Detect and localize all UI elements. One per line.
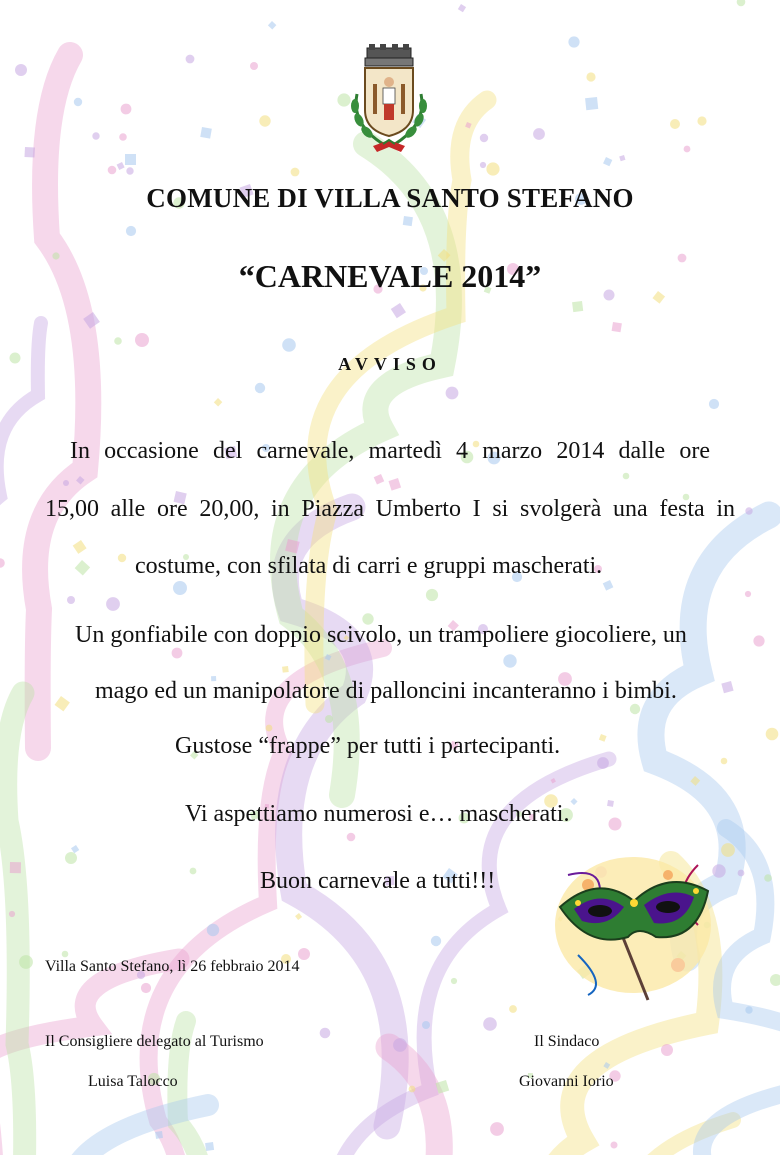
body-line-4: Un gonfiabile con doppio scivolo, un trampoliere giocoliere, un (75, 622, 687, 648)
body-line-7: Vi aspettiamo numerosi e… mascherati. (185, 801, 570, 827)
body-line-2: 15,00 alle ore 20,00, in Piazza Umberto I si svolgerà una festa in (45, 496, 735, 522)
event-title: “CARNEVALE 2014” (238, 258, 542, 294)
right-signatory-name: Giovanni Iorio (519, 1073, 614, 1090)
body-line-6: Gustose “frappe” per tutti i partecipanti. (175, 733, 561, 759)
right-signatory-role: Il Sindaco (534, 1033, 600, 1050)
body-line-5: mago ed un manipolatore di palloncini incanteranno i bimbi. (95, 678, 677, 704)
carnival-mask-icon (548, 845, 718, 1005)
notice-heading: AVVISO (338, 354, 442, 374)
municipality-title: COMUNE DI VILLA SANTO STEFANO (146, 183, 634, 213)
body-line-3: costume, con sfilata di carri e gruppi mascherati. (135, 553, 603, 579)
place-and-date: Villa Santo Stefano, lì 26 febbraio 2014 (45, 958, 300, 975)
body-line-8: Buon carnevale a tutti!!! (260, 868, 496, 894)
coat-of-arms-icon (343, 44, 435, 156)
left-signatory-role: Il Consigliere delegato al Turismo (45, 1033, 264, 1050)
body-line-1: In occasione del carnevale, martedì 4 marzo 2014 dalle ore (70, 438, 710, 464)
left-signatory-name: Luisa Talocco (88, 1073, 178, 1090)
